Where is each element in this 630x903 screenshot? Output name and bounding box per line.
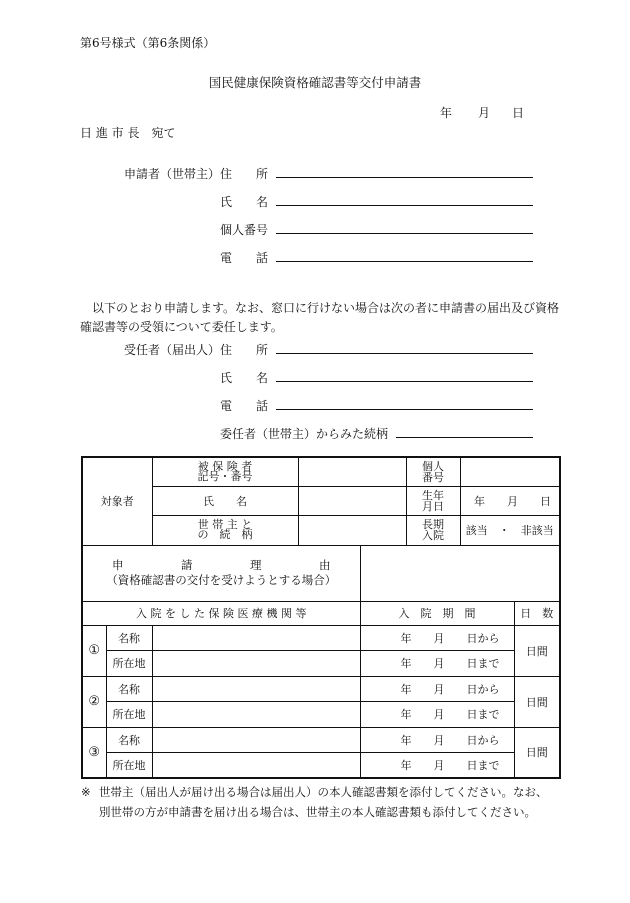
date-day[interactable]: 日 [512, 106, 525, 120]
period-to-field[interactable]: 年 月 日まで [360, 701, 514, 727]
applicant-mynumber-label: 個人番号 [220, 223, 269, 237]
addressee: 日 進 市 長 宛て [80, 126, 176, 140]
relation-field[interactable] [298, 515, 406, 545]
applicant-name-label: 氏 名 [220, 195, 269, 209]
row-number: ② [82, 676, 106, 727]
days-field[interactable]: 日間 [514, 625, 560, 676]
row-number: ③ [82, 727, 106, 778]
form-number: 第6号様式（第6条関係） [80, 36, 216, 50]
hospital-location-label: 所在地 [106, 650, 152, 676]
hospital-location-label: 所在地 [106, 701, 152, 727]
hospital-location-field[interactable] [152, 650, 360, 676]
period-from-field[interactable]: 年 月 日から [360, 625, 514, 650]
name-label: 氏 名 [152, 486, 298, 515]
hospital-location-field[interactable] [152, 701, 360, 727]
days-field[interactable]: 日間 [514, 727, 560, 778]
footnote [81, 782, 551, 822]
period-to-field[interactable]: 年 月 日まで [360, 752, 514, 778]
personal-number-label: 個人 番号 [406, 457, 460, 486]
long-term-choice[interactable]: 該当 ・ 非該当 [460, 515, 560, 545]
date-month[interactable]: 月 [478, 106, 491, 120]
delegate-phone-label: 電 話 [220, 399, 269, 413]
page-title: 国民健康保険資格確認書等交付申請書 [208, 75, 422, 90]
applicant-label: 申請者（世帯主） [124, 167, 221, 181]
hospital-name-field[interactable] [152, 727, 360, 752]
delegate-address-field[interactable] [276, 353, 533, 354]
long-term-label: 長期 入院 [406, 515, 460, 545]
delegate-name-field[interactable] [276, 381, 533, 382]
birth-date-field[interactable]: 年 月 日 [460, 486, 560, 515]
days-field[interactable]: 日間 [514, 676, 560, 727]
period-to-field[interactable]: 年 月 日まで [360, 650, 514, 676]
target-name-field[interactable] [298, 486, 406, 515]
hospital-name-field[interactable] [152, 625, 360, 650]
period-from-field[interactable]: 年 月 日から [360, 676, 514, 701]
row-number: ① [82, 625, 106, 676]
personal-number-field[interactable] [460, 457, 560, 486]
hospital-name-label: 名称 [106, 727, 152, 752]
hospital-name-label: 名称 [106, 625, 152, 650]
days-header: 日 数 [514, 601, 560, 625]
period-from-field[interactable]: 年 月 日から [360, 727, 514, 752]
delegate-phone-field[interactable] [276, 409, 533, 410]
delegate-address-label: 住 所 [220, 343, 269, 357]
delegate-relation-field[interactable] [396, 437, 533, 438]
delegation-text-2: 確認書等の受領について委任します。 [80, 320, 283, 334]
reason-field[interactable] [360, 545, 560, 601]
delegate-relation-label: 委任者（世帯主）からみた続柄 [220, 427, 389, 441]
delegate-label: 受任者（届出人） [124, 343, 221, 357]
relation-label: 世 帯 主 と の 続 柄 [152, 515, 298, 545]
delegate-name-label: 氏 名 [220, 371, 269, 385]
applicant-address-label: 住 所 [220, 167, 269, 181]
delegation-text-1: 以下のとおり申請します。なお、窓口に行けない場合は次の者に申請書の届出及び資格 [92, 301, 560, 315]
applicant-name-field[interactable] [276, 205, 533, 206]
reason-label: 申 請 理 由 （資格確認書の交付を受けようとする場合） [82, 545, 360, 601]
hospital-location-label: 所在地 [106, 752, 152, 778]
period-header: 入 院 期 間 [360, 601, 514, 625]
hospital-header: 入 院 を し た 保 険 医 療 機 関 等 [82, 601, 360, 625]
application-table [81, 456, 561, 779]
applicant-phone-label: 電 話 [220, 251, 269, 265]
hospital-location-field[interactable] [152, 752, 360, 778]
hospital-name-label: 名称 [106, 676, 152, 701]
insured-number-field[interactable] [298, 457, 406, 486]
birth-label: 生年 月日 [406, 486, 460, 515]
target-person-label: 対象者 [82, 457, 152, 545]
insured-label: 被 保 険 者 記号・番号 [152, 457, 298, 486]
applicant-mynumber-field[interactable] [276, 233, 533, 234]
hospital-name-field[interactable] [152, 676, 360, 701]
date-year[interactable]: 年 [440, 106, 453, 120]
note-mark: ※ [81, 785, 91, 799]
note-text: 世帯主（届出人が届け出る場合は届出人）の本人確認書類を添付してください。なお、別世帯の方が申請書を届け出る場合は、世帯主の本人確認書類も添付してください。 [99, 785, 548, 819]
applicant-phone-field[interactable] [276, 261, 533, 262]
applicant-address-field[interactable] [276, 177, 533, 178]
